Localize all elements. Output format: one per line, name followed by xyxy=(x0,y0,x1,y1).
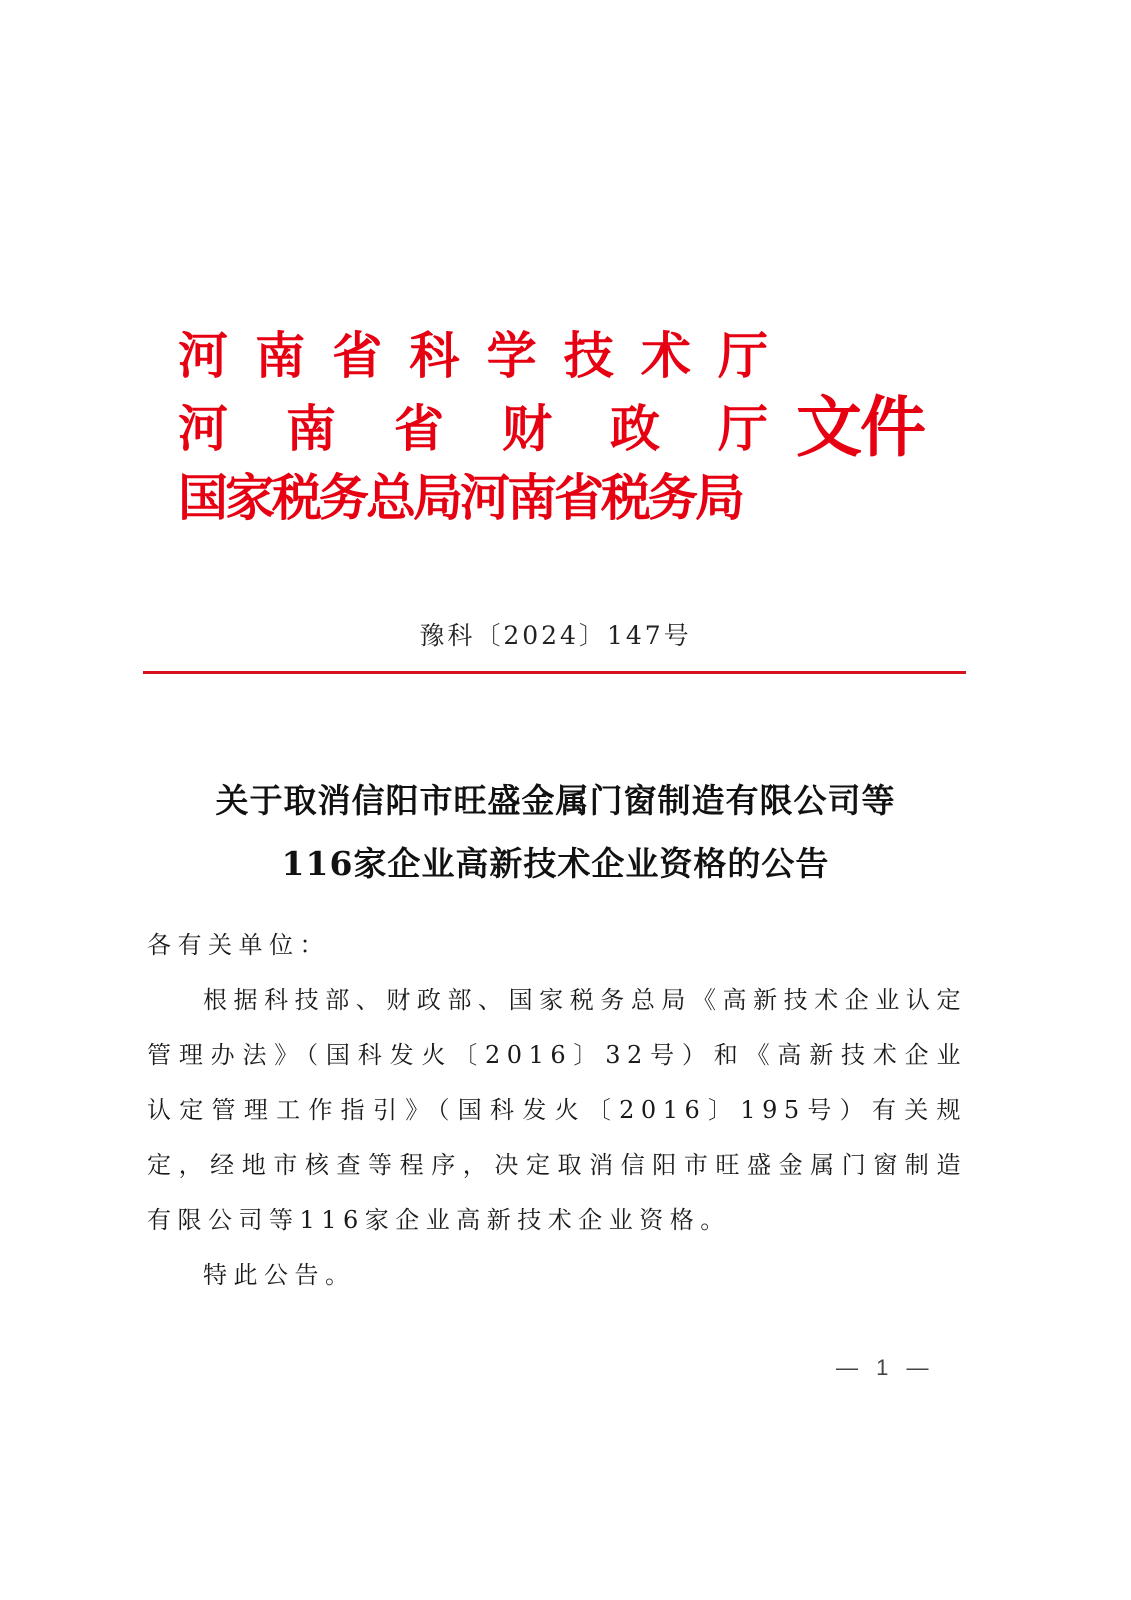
issuer-text: 国家税务总局河南省税务局 xyxy=(178,468,742,527)
document-number: 豫科〔2024〕147号 xyxy=(419,621,692,650)
document-title-line-2: 116家企业高新技术企业资格的公告 xyxy=(281,844,830,883)
issuer-char: 南 xyxy=(255,326,306,385)
issuer-char: 术 xyxy=(640,326,691,385)
issuer-char: 科 xyxy=(409,326,460,385)
salutation: 各有关单位： xyxy=(147,931,330,959)
issuer-char: 河 xyxy=(178,399,228,458)
issuer-char: 厅 xyxy=(717,326,768,385)
issuer-char: 省 xyxy=(332,326,383,385)
document-suffix: 文件 xyxy=(796,388,924,466)
issuer-char: 财 xyxy=(502,399,552,458)
issuer-science-tech-dept xyxy=(178,328,768,384)
issuer-char: 省 xyxy=(394,399,444,458)
issuer-char: 技 xyxy=(563,326,614,385)
issuer-char: 南 xyxy=(286,399,336,458)
closing-remark: 特此公告。 xyxy=(203,1261,356,1289)
document-title-line-1: 关于取消信阳市旺盛金属门窗制造有限公司等 xyxy=(215,781,896,820)
issuer-char: 政 xyxy=(610,399,660,458)
issuer-char: 厅 xyxy=(718,399,768,458)
issuer-char: 河 xyxy=(178,326,228,385)
red-separator-rule xyxy=(143,671,966,674)
body-paragraph: 根据科技部、财政部、国家税务总局《高新技术企业认定管理办法》（国科发火〔2016〕32号）和《高新技术企业认定管理工作指引》（国科发火〔2016〕195号）有关规定，经地市核查等程序，决定取消信阳市旺盛金属门窗制造有限公司等116家企业高新技术企业资格。 xyxy=(147,986,967,1234)
page-number: — 1 — xyxy=(836,1355,935,1380)
issuer-tax-bureau xyxy=(178,470,768,526)
issuer-char: 学 xyxy=(486,326,537,385)
issuer-finance-dept xyxy=(178,401,768,457)
